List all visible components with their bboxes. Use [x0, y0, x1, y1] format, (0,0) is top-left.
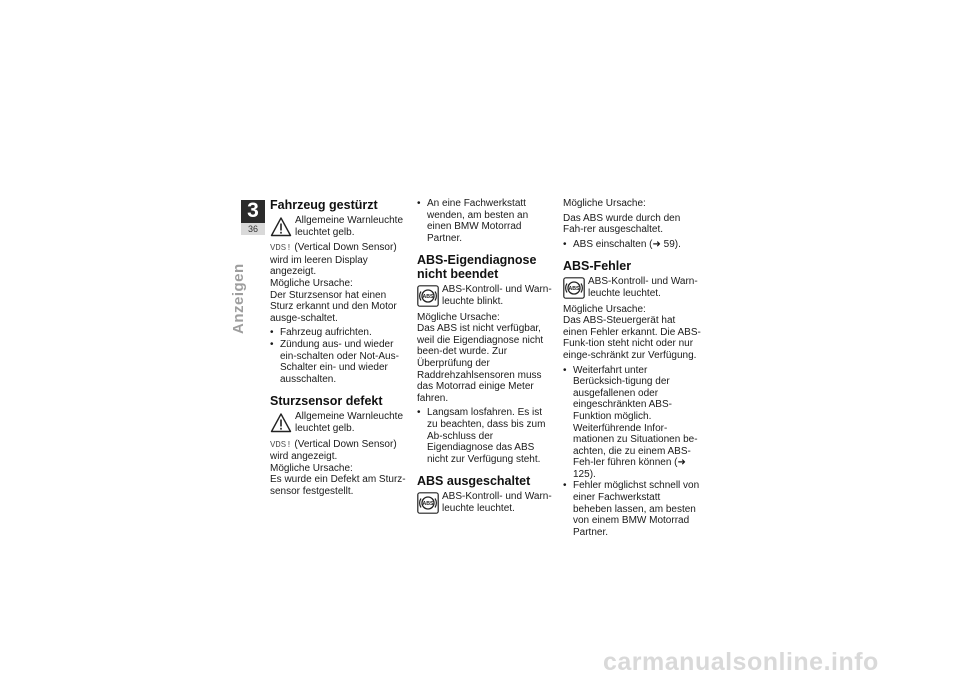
action-list [563, 365, 701, 539]
indicator-row [270, 411, 408, 434]
vds-code: VDS! [270, 439, 292, 450]
abs-icon [417, 492, 439, 514]
cause-text: Das ABS ist nicht verfügbar, weil die Eigendiagnose nicht been-det wurde. Zur Überprüfung der Raddrehzahlsensoren muss das Motorrad einige Meter fahren. [417, 323, 544, 404]
heading-abs-fehler: ABS-Fehler [563, 259, 632, 274]
indicator-row [417, 284, 552, 307]
warning-triangle-icon [270, 412, 292, 434]
chapter-tab [241, 200, 265, 235]
heading-abs-ausgeschaltet: ABS ausgeschaltet [417, 474, 531, 489]
heading-abs-eigendiagnose: ABS-Eigendiagnose nicht beendet [417, 253, 537, 282]
vds-code: VDS! [270, 243, 292, 254]
warning-triangle-icon [270, 216, 292, 238]
action-list [270, 327, 408, 385]
page-number: 36 [241, 223, 265, 235]
column-3 [563, 198, 701, 541]
action-list [417, 198, 552, 244]
abs-icon [563, 277, 585, 299]
list-item: • Fehler möglichst schnell von einer Fachwerkstatt beheben lassen, am besten von einem BMW Motorrad Partner. [563, 480, 701, 538]
cause-text: Es wurde ein Defekt am Sturz-sensor festgestellt. [270, 474, 406, 497]
indicator-row [563, 276, 701, 299]
indicator-text: ABS-Kontroll- und Warn-leuchte leuchtet. [442, 491, 552, 514]
column-1 [270, 198, 408, 500]
indicator-row [270, 215, 408, 238]
list-item: • An eine Fachwerkstatt wenden, am besten an einen BMW Motorrad Partner. [417, 198, 552, 244]
indicator-text: ABS-Kontroll- und Warn-leuchte blinkt. [442, 284, 552, 307]
watermark: carmanualsonline.info [603, 648, 879, 676]
list-item: • ABS einschalten (➜ 59). [563, 239, 701, 251]
page-ref[interactable]: 59 [663, 238, 675, 250]
cause-label: Mögliche Ursache: [270, 277, 353, 289]
list-item: • Langsam losfahren. Es ist zu beachten, dass bis zum Ab-schluss der Eigendiagnose das ABS nicht zur Verfügung steht. [417, 407, 552, 465]
svg-text:ABS: ABS [568, 286, 580, 293]
cause-label: Mögliche Ursache: [563, 198, 646, 209]
svg-text:ABS: ABS [422, 501, 434, 508]
page-ref[interactable]: 125 [573, 468, 590, 480]
indicator-text: Allgemeine Warnleuchte leuchtet gelb. [295, 411, 404, 434]
cause-text: Der Sturzsensor hat einen Sturz erkannt und den Motor ausge-schaltet. [270, 289, 397, 324]
cause-text: Das ABS-Steuergerät hat einen Fehler erkannt. Die ABS-Funk-tion steht nicht oder nur einge-schränkt zur Verfügung. [563, 315, 701, 361]
list-item: • Weiterfahrt unter Berücksich-tigung der ausgefallenen oder eingeschränkten ABS-Funktion möglich. Weiterführende Infor-mationen zu Situationen be-achten, die zu einem ABS-Feh-ler führen können (➜ 125). [563, 365, 701, 481]
indicator-text: Allgemeine Warnleuchte leuchtet gelb. [295, 215, 404, 238]
heading-sturzsensor-defekt: Sturzsensor defekt [270, 394, 383, 409]
indicator-text: ABS-Kontroll- und Warn-leuchte leuchtet. [588, 276, 698, 299]
cause-label: Mögliche Ursache: [563, 303, 646, 315]
vds-message: VDS! (Vertical Down Sensor) wird im leeren Display angezeigt. [270, 242, 397, 278]
heading-fahrzeug-gestuerzt: Fahrzeug gestürzt [270, 198, 378, 212]
chapter-number: 3 [247, 199, 259, 222]
cause-label: Mögliche Ursache: [270, 462, 353, 474]
cause-label: Mögliche Ursache: [417, 311, 500, 323]
list-item: • Fahrzeug aufrichten. [270, 327, 408, 339]
arrow-right-icon: ➜ [677, 457, 686, 469]
abs-icon [417, 285, 439, 307]
vds-message: VDS! (Vertical Down Sensor) wird angezeigt. [270, 438, 397, 463]
column-2 [417, 198, 552, 518]
svg-text:ABS: ABS [422, 294, 434, 301]
side-section-title: Anzeigen [230, 263, 247, 334]
cause-text: Das ABS wurde durch den Fah-rer ausgeschaltet. [563, 212, 681, 236]
list-item: • Zündung aus- und wieder ein-schalten oder Not-Aus-Schalter ein- und wieder ausschalten. [270, 339, 408, 385]
arrow-right-icon: ➜ [652, 238, 661, 250]
action-list [417, 407, 552, 465]
indicator-row [417, 491, 552, 514]
action-list [563, 239, 701, 251]
